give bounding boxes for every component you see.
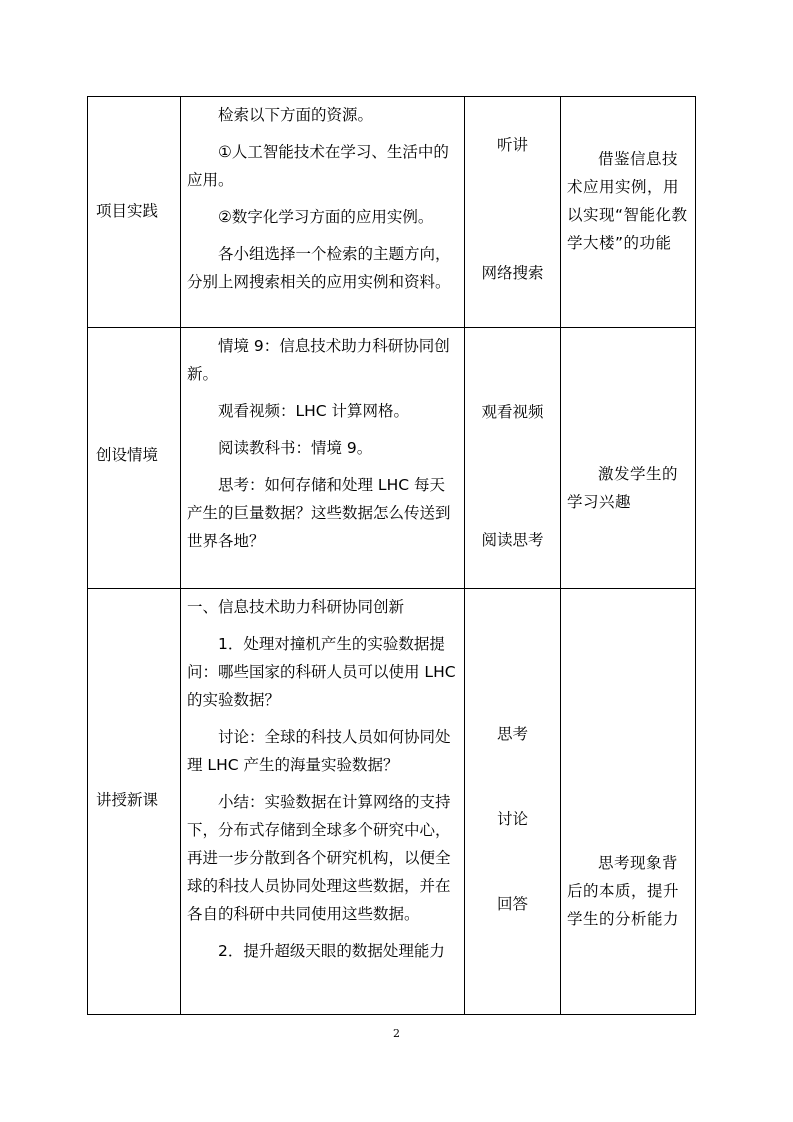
content-paragraph: 各小组选择一个检索的主题方向，分别上网搜索相关的应用实例和资料。 <box>187 245 451 291</box>
intent-cell <box>561 97 696 328</box>
content-paragraph: 观看视频：LHC 计算网格。 <box>218 402 410 420</box>
content-paragraph: ②数字化学习方面的应用实例。 <box>218 208 434 226</box>
section-label: 项目实践 <box>96 202 159 220</box>
activity-text: 观看视频 <box>481 403 544 421</box>
activity-text: 思考 <box>496 725 528 743</box>
content-paragraph: 检索以下方面的资源。 <box>218 106 374 124</box>
content-paragraph: 2．提升超级天眼的数据处理能力 <box>218 942 445 960</box>
intent-cell <box>561 328 696 589</box>
content-paragraph: 情境 9：信息技术助力科研协同创新。 <box>187 337 450 383</box>
activity-cell <box>465 97 561 328</box>
content-paragraph: ①人工智能技术在学习、生活中的应用。 <box>187 143 449 189</box>
content-cell <box>181 589 465 1015</box>
intent-text: 激发学生的学习兴趣 <box>567 465 679 511</box>
content-cell <box>181 97 465 328</box>
content-paragraph: 讨论：全球的科技人员如何协同处理 LHC 产生的海量实验数据？ <box>187 728 451 774</box>
activity-text: 回答 <box>496 895 528 913</box>
activity-text: 阅读思考 <box>481 531 544 549</box>
activity-text: 听讲 <box>496 136 528 154</box>
activity-text: 讨论 <box>496 810 528 828</box>
intent-cell <box>561 589 696 1015</box>
section-cell <box>88 328 181 589</box>
intent-text: 借鉴信息技术应用实例，用以实现“智能化教学大楼”的功能 <box>567 150 688 252</box>
intent-text: 思考现象背后的本质，提升学生的分析能力 <box>567 854 680 928</box>
activity-cell <box>465 589 561 1015</box>
page-number: 2 <box>393 1027 400 1040</box>
table-row <box>88 589 696 1015</box>
activity-text: 网络搜索 <box>481 264 544 282</box>
section-cell <box>88 97 181 328</box>
content-paragraph: 阅读教科书：情境 9。 <box>218 439 373 457</box>
section-label: 讲授新课 <box>96 791 159 809</box>
content-paragraph: 思考：如何存储和处理 LHC 每天产生的巨量数据？这些数据怎么传送到世界各地？ <box>187 476 451 550</box>
content-paragraph: 小结：实验数据在计算网络的支持下，分布式存储到全球多个研究中心，再进一步分散到各个研究机构，以便全球的科技人员协同处理这些数据，并在各自的科研中共同使用这些数据。 <box>187 793 451 923</box>
content-paragraph: 1．处理对撞机产生的实验数据提问：哪些国家的科研人员可以使用 LHC 的实验数据？ <box>187 635 456 709</box>
section-label: 创设情境 <box>96 446 159 464</box>
lesson-plan-table <box>87 96 696 1015</box>
section-cell <box>88 589 181 1015</box>
table-row <box>88 328 696 589</box>
table-row <box>88 97 696 328</box>
content-heading: 一、信息技术助力科研协同创新 <box>187 598 405 616</box>
activity-cell <box>465 328 561 589</box>
content-cell <box>181 328 465 589</box>
